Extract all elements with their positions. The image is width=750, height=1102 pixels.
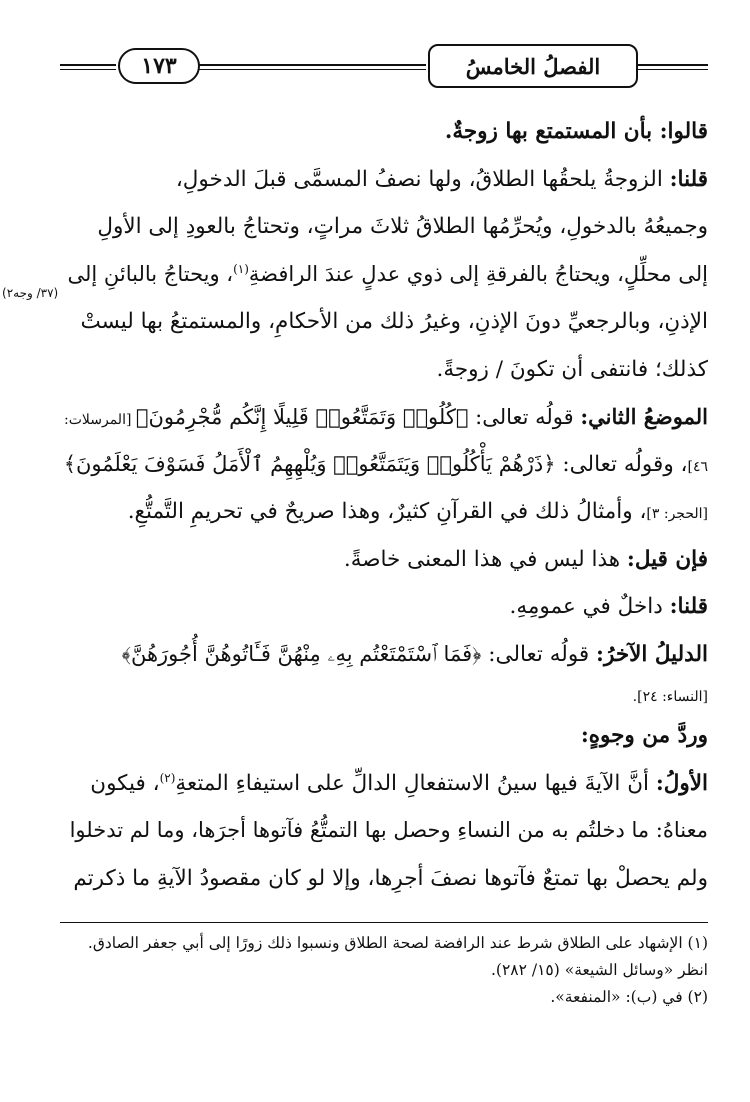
lead-word: الأولُ: [655,770,708,796]
line-text: ، وقولُه تعالى: [555,451,688,477]
text-line [60,712,708,760]
header-rule-right [636,64,708,70]
page-number: ١٧٣ [141,53,177,79]
verse-reference: [النساء: ٢٤]. [632,689,708,705]
text-line [60,536,708,584]
footnote-1: (١) الإشهاد على الطلاق شرط عند الرافضة لصحة الطلاق ونسبوا ذلك زورًا إلى أبي جعفر الصادق. [87,934,708,952]
footnote-marker: (٢) [159,770,176,785]
line-text: ، فيكون [90,770,160,796]
line-text: ولم يحصلْ بها تمتعٌ فآتوها نصفَ أجرِها، وإلا لو كان مقصودُ الآيةِ ما ذكرتم [73,865,708,891]
text-line [60,583,708,631]
margin-note: (٣٧/ وجه٢) [2,286,59,300]
text-line [60,393,708,441]
text-line [60,251,708,299]
line-text: داخلٌ في عمومِهِ. [509,594,670,619]
quran-verse: ﴿كُلُوا۟ وَتَمَتَّعُوا۟ قَلِيلًا إِنَّكُم مُّجْرِمُونَ﴾ [135,405,469,429]
header-rule-left [60,64,116,70]
quran-verse: ﴿ذَرْهُمْ يَأْكُلُوا۟ وَيَتَمَتَّعُوا۟ وَيُلْهِهِمُ ٱلْأَمَلُ فَسَوْفَ يَعْلَمُونَ﴾ [63,451,556,476]
text-line [60,346,708,394]
line-text: قولُه تعالى: [481,641,597,667]
line-text: وردَّ من وجوهٍ: [580,723,708,748]
text-line [60,156,708,204]
lead-word: فإن قيل: [626,546,708,572]
lead-word: قلنا: [669,166,708,192]
line-text: وجميعُهُ بالدخولِ، ويُحرِّمُها الطلاقُ ثلاثَ مراتٍ، وتحتاجُ بالعودِ إلى الأولِ [97,214,708,239]
text-line [60,855,708,903]
verse-reference: ٤٦] [687,458,708,475]
line-text: ، وأمثالُ ذلك في القرآنِ كثيرٌ، وهذا صريحٌ في تحريمِ التَّمتُّعِ. [127,499,647,524]
line-text: ، ويحتاجُ بالبائنِ إلى [67,261,234,286]
line-text: قالوا: بأن المستمتع بها زوجةٌ. [444,119,708,144]
page-number-oval [118,48,200,84]
quran-verse: ﴿فَمَا ٱسْتَمْتَعْتُم بِهِۦ مِنْهُنَّ فَـَٔاتُوهُنَّ أُجُورَهُنَّ﴾ [121,641,482,666]
footnote-separator [60,922,708,923]
chapter-title: الفصلُ الخامسُ [465,53,601,79]
text-line [60,631,708,679]
header-rule-middle [198,64,426,70]
verse-reference: [الحجر: ٣] [646,506,708,522]
text-line [60,203,708,251]
chapter-title-box [428,44,638,88]
text-line [60,488,708,536]
line-text: قولُه تعالى: [468,405,581,429]
main-text [60,108,708,902]
text-line [60,678,708,712]
lead-word: الدليلُ الآخرُ: [596,641,708,667]
lead-word: قلنا: [669,594,708,619]
footnote-marker: (١) [233,261,249,276]
text-line [60,298,708,346]
text-line [60,441,708,489]
verse-reference: [المرسلات: [64,412,136,428]
line-text: معناهُ: ما دخلتُم به من النساءِ وحصل بها التمتُّعُ فآتوها أجرَها، وما لم تدخلوا [69,818,708,842]
footnotes [60,930,708,1011]
text-line [60,108,708,156]
text-line [60,807,708,855]
footnote-2: (٢) في (ب): «المنفعة». [550,988,708,1006]
line-text: الإذنِ، وبالرجعيِّ دونَ الإذنِ، وغيرُ ذلك من الأحكامِ، والمستمتعُ بها ليستْ [80,309,708,334]
line-text: الزوجةُ يلحقُها الطلاقُ، ولها نصفُ المسمَّى قبلَ الدخولِ، [175,166,670,192]
line-text: هذا ليس في هذا المعنى خاصةً. [343,546,627,572]
lead-word: الموضعُ الثاني: [580,404,708,429]
line-text: إلى محلِّلٍ، ويحتاجُ بالفرقةِ إلى ذوي عدلٍ عندَ الرافضةِ [248,261,708,286]
footnote-1-cont: انظر «وسائل الشيعة» (١٥/ ٢٨٢). [490,961,708,979]
line-text: كذلك؛ فانتفى أن تكونَ / زوجةً. [436,356,708,382]
text-line [60,760,708,808]
line-text: أنَّ الآيةَ فيها سينُ الاستفعالِ الدالِّ على استيفاءِ المتعةِ [175,770,656,796]
